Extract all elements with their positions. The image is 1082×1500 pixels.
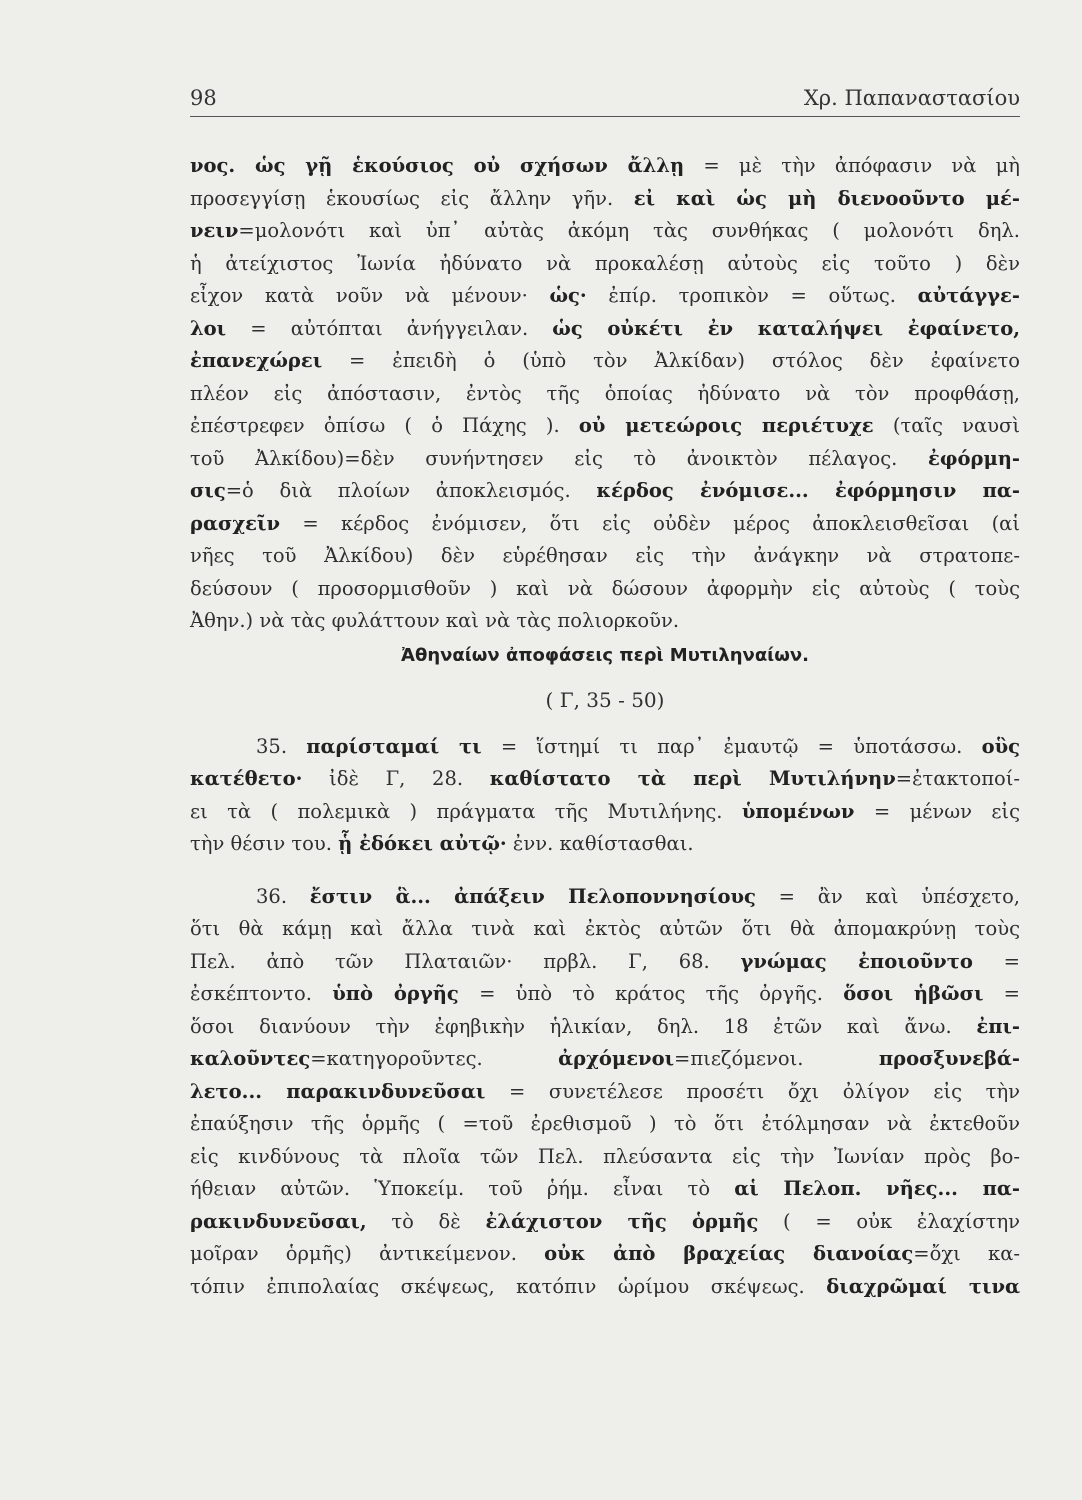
lemma-term: ρακινδυνεῦσαι, [190, 1209, 367, 1233]
gloss-text: ἐπίρ. τροπικὸν = οὕτως. [586, 284, 918, 307]
gloss-text: ἐνν. καθίστασθαι. [506, 832, 694, 855]
gloss-text: νῆες τοῦ Ἀλκίδου) δὲν εὑρέθησαν εἰς τὴν ἀνάγκην νὰ στρατοπε- [190, 544, 1020, 567]
gloss-text: Ἀθην.) νὰ τὰς φυλάττουν καὶ νὰ τὰς πολιορκοῦν. [190, 609, 680, 632]
gloss-text: εἰς κινδύνους τὰ πλοῖα τῶν Πελ. πλεύσαντα εἰς τὴν Ἰωνίαν πρὸς βο- [190, 1144, 1020, 1168]
text-line [190, 1173, 1020, 1206]
gloss-text: = μὲ τὴν ἀπόφασιν νὰ μὴ [684, 154, 1020, 177]
page-number: 98 [190, 86, 217, 110]
lemma-term: ρασχεῖν [190, 511, 280, 535]
gloss-text: =κατηγοροῦντες. [310, 1047, 559, 1070]
gloss-text: =ἐτακτοποί- [895, 767, 1020, 790]
lemma-term: ὑπὸ ὀργῆς [332, 982, 459, 1005]
lemma-term: ὡς οὐκέτι ἐν καταλήψει ἐφαίνετο, [552, 316, 1020, 340]
gloss-text: ἐσκέπτοντο. [190, 982, 333, 1005]
text-line [190, 1076, 1020, 1109]
paragraph-36 [190, 881, 1020, 1304]
text-line [190, 828, 1020, 861]
text-line [190, 796, 1020, 829]
text-line [190, 508, 1020, 541]
gloss-text: = ἐπειδὴ ὁ (ὑπὸ τὸν Ἀλκίδαν) στόλος δὲν ἐφαίνετο [322, 349, 1020, 372]
gloss-text: εἶχον κατὰ νοῦν νὰ μένουν· [190, 284, 550, 307]
gloss-text: ήθειαν αὐτῶν. Ὑποκείμ. τοῦ ῥήμ. εἶναι τὸ [190, 1177, 735, 1200]
gloss-text: (ταῖς ναυσὶ [873, 414, 1020, 437]
gloss-text: προσεγγίσῃ ἑκουσίως εἰς ἄλλην γῆν. [190, 186, 634, 210]
gloss-text: τόπιν ἐπιπολαίας σκέψεως, κατόπιν ὡρίμου σκέψεως. [190, 1274, 827, 1298]
text-line [190, 605, 1020, 638]
lemma-term: προσξυνεβά- [878, 1047, 1021, 1070]
gloss-text: ἐπαύξησιν τῆς ὁρμῆς ( =τοῦ ἐρεθισμοῦ ) τὸ ὅτι ἐτόλμησαν νὰ ἐκτεθοῦν [190, 1112, 1020, 1135]
text-line [190, 443, 1020, 476]
lemma-term: κέρδος ἐνόμισε... ἐφόρμησιν πα- [596, 479, 1020, 502]
gloss-text: =μολονότι καὶ ὑπ᾿ αὐτὰς ἀκόμη τὰς συνθήκας ( μολονότι δηλ. [238, 219, 1020, 242]
text-line [190, 150, 1020, 183]
lemma-term: γνώμας ἐποιοῦντο [740, 949, 973, 973]
gloss-text: τὸ δὲ [366, 1209, 486, 1233]
gloss-text: = [972, 949, 1020, 973]
lemma-term: ἐπανεχώρει [190, 349, 323, 372]
gloss-text: 36. [256, 884, 310, 908]
text-line [190, 215, 1020, 248]
lemma-term: αὐτάγγε- [917, 284, 1020, 307]
lemma-term: κατέθετο· [190, 767, 303, 790]
lemma-term: διαχρῶμαί τινα [826, 1274, 1020, 1298]
running-head [190, 86, 1020, 117]
text-line [190, 881, 1020, 914]
gloss-text: τὴν θέσιν του. [190, 832, 339, 855]
gloss-text: Πελ. ἀπὸ τῶν Πλαταιῶν· πρβλ. Γ, 68. [190, 949, 741, 973]
lemma-term: λετο... παρακινδυνεῦσαι [190, 1079, 486, 1103]
text-line [190, 410, 1020, 443]
gloss-text: τοῦ Ἀλκίδου)=δὲν συνήντησεν εἰς τὸ ἀνοικτὸν πέλαγος. [190, 446, 928, 470]
text-line [190, 1108, 1020, 1141]
text-line [190, 183, 1020, 216]
section-heading: Ἀθηναίων ἀποφάσεις περὶ Μυτιληναίων. [401, 644, 809, 666]
gloss-text: δεύσουν ( προσορμισθοῦν ) καὶ νὰ δώσουν ἀφορμὴν εἰς αὐτοὺς ( τοὺς [190, 576, 1020, 600]
body-text [190, 150, 1020, 1303]
text-line [190, 1043, 1020, 1076]
text-line [190, 1141, 1020, 1174]
gloss-text: = συνετέλεσε προσέτι ὄχι ὀλίγον εἰς τὴν [485, 1079, 1020, 1103]
text-line [190, 345, 1020, 378]
lemma-term: οὓς [981, 734, 1020, 758]
lemma-term: λοι [190, 316, 227, 340]
text-line [190, 763, 1020, 796]
lemma-term: ὅσοι ἡβῶσι [843, 982, 984, 1005]
lemma-term: καθίστατο τὰ περὶ Μυτιλήνην [489, 767, 896, 790]
lemma-term: ὑπομένων [741, 799, 855, 823]
gloss-text: ἐπέστρεφεν ὀπίσω ( ὁ Πάχης ). [190, 414, 579, 437]
lemma-term: αἱ Πελοπ. νῆες... πα- [734, 1177, 1021, 1200]
gloss-text: =πιεζόμενοι. [674, 1047, 879, 1070]
lemma-term: εἰ καὶ ὡς μὴ διενοοῦντο μέ- [633, 186, 1020, 210]
lemma-term: οὐ μετεώροις περιέτυχε [578, 414, 874, 437]
text-line [190, 475, 1020, 508]
gloss-text: =ὁ διὰ πλοίων ἀποκλεισμός. [225, 479, 597, 502]
lemma-term: ᾗ ἐδόκει αὐτῷ· [338, 832, 507, 855]
gloss-text: ἰδὲ Γ, 28. [302, 767, 490, 790]
section-range: ( Γ, 35 - 50) [545, 688, 665, 712]
text-line [190, 1238, 1020, 1271]
gloss-text: μοῖραν ὁρμῆς) ἀντικείμενον. [190, 1242, 545, 1265]
gloss-text: ὅτι θὰ κάμῃ καὶ ἄλλα τινὰ καὶ ἐκτὸς αὐτῶν ὅτι θὰ ἀπομακρύνῃ τοὺς [190, 917, 1020, 940]
text-line [190, 280, 1020, 313]
text-line [190, 913, 1020, 946]
text-line [190, 1011, 1020, 1044]
lemma-term: ἔστιν ἃ... ἀπάξειν Πελοποννησίους [309, 884, 756, 908]
text-line [190, 313, 1020, 346]
lemma-term: καλοῦντες [190, 1047, 311, 1070]
text-line [190, 1206, 1020, 1239]
lemma-term: οὐκ ἀπὸ βραχείας διανοίας [544, 1242, 914, 1265]
text-line [190, 946, 1020, 979]
lemma-term: ἐλάχιστον τῆς ὁρμῆς [485, 1209, 759, 1233]
lemma-term: σις [190, 479, 226, 502]
gloss-text: ει τὰ ( πολεμικὰ ) πράγματα τῆς Μυτιλήνης. [190, 799, 742, 823]
gloss-text: = κέρδος ἐνόμισεν, ὅτι εἰς οὐδὲν μέρος ἀποκλεισθεῖσαι (αἱ [280, 511, 1020, 535]
gloss-text: ὅσοι διανύουν τὴν ἐφηβικὴν ἡλικίαν, δηλ. 18 ἐτῶν καὶ ἄνω. [190, 1014, 977, 1038]
text-line [190, 573, 1020, 606]
gloss-text: πλέον εἰς ἀπόστασιν, ἐντὸς τῆς ὁποίας ἠδύνατο νὰ τὸν προφθάσῃ, [190, 381, 1020, 405]
gloss-text: ( = οὐκ ἐλαχίστην [758, 1209, 1020, 1233]
gloss-text: = ὑπὸ τὸ κράτος τῆς ὀργῆς. [458, 982, 844, 1005]
lemma-term: ὡς· [549, 284, 587, 307]
text-line [190, 1271, 1020, 1304]
gloss-text: = ἂν καὶ ὑπέσχετο, [755, 884, 1021, 908]
text-line [190, 978, 1020, 1011]
text-line [190, 731, 1020, 764]
gloss-text: 35. [256, 734, 307, 758]
paragraph-35 [190, 731, 1020, 861]
gloss-text: = μένων εἰς [854, 799, 1020, 823]
lemma-term: ἐφόρμη- [927, 446, 1020, 470]
gloss-text: =ὄχι κα- [913, 1242, 1020, 1265]
lemma-term: νος. ὡς γῇ ἑκούσιος οὐ σχήσων ἄλλῃ [190, 154, 685, 177]
text-line [190, 378, 1020, 411]
gloss-text: ἡ ἀτείχιστος Ἰωνία ἠδύνατο νὰ προκαλέσῃ αὐτοὺς εἰς τοῦτο ) δὲν [190, 251, 1020, 275]
paragraph-1 [190, 150, 1020, 638]
lemma-term: ἀρχόμενοι [558, 1047, 675, 1070]
lemma-term: ἐπι- [976, 1014, 1020, 1038]
gloss-text: = [983, 982, 1020, 1005]
gloss-text: = αὐτόπται ἀνήγγειλαν. [226, 316, 553, 340]
text-line [190, 248, 1020, 281]
running-head-author: Χρ. Παπαναστασίου [803, 86, 1020, 110]
text-line [190, 540, 1020, 573]
gloss-text: = ἵστημί τι παρ᾿ ἐμαυτῷ = ὑποτάσσω. [481, 734, 982, 758]
lemma-term: παρίσταμαί τι [306, 734, 482, 758]
lemma-term: νειν [190, 219, 239, 242]
